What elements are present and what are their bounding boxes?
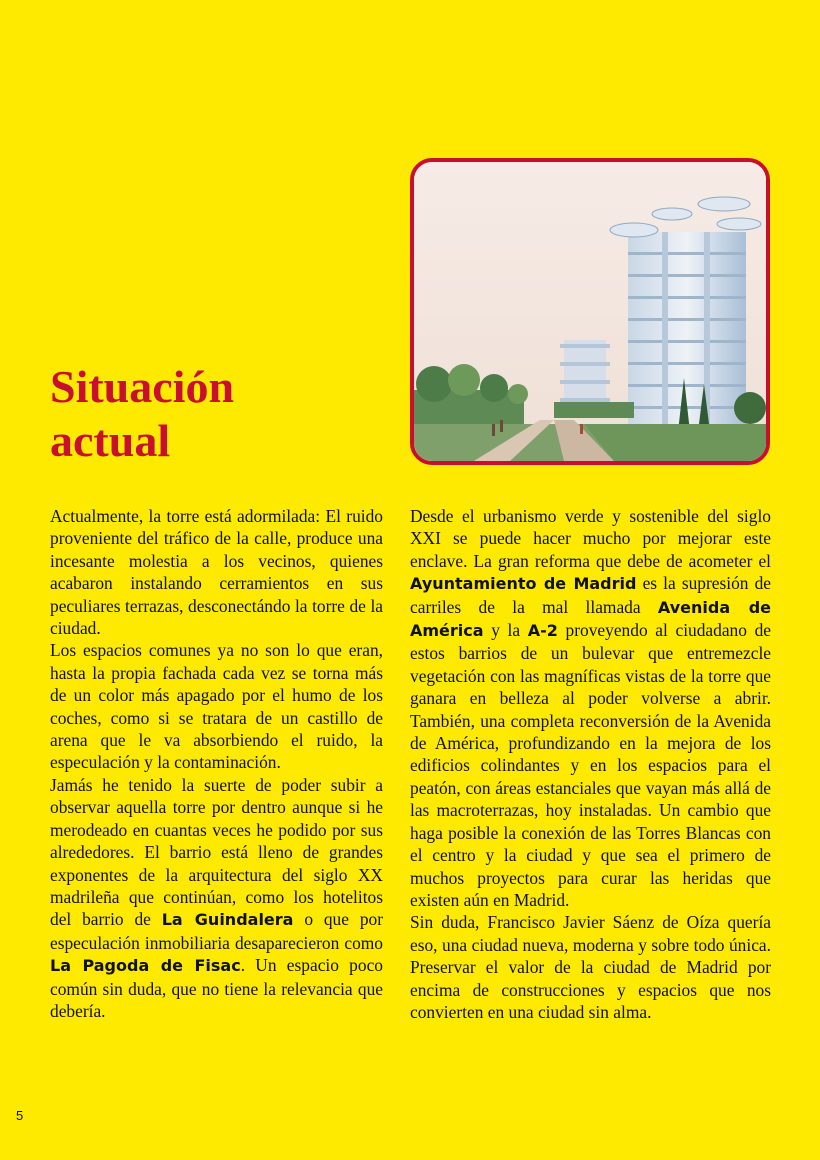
text-span: o que por especulación inmobiliaria desaparecieron como <box>50 909 383 953</box>
highlight-la-guindalera: La Guindalera <box>161 910 294 930</box>
highlight-la-pagoda-de-fisac: La Pagoda de Fisac <box>50 956 241 976</box>
page-title <box>50 360 380 468</box>
right-column-text <box>410 505 771 1023</box>
torres-blancas-illustration <box>410 158 770 465</box>
right-paragraph-1 <box>410 505 771 911</box>
title-line-2: actual <box>50 415 171 466</box>
highlight-avenida-de-america: Avenida de América <box>410 597 771 641</box>
distant-tower <box>560 340 610 412</box>
right-paragraph-2: Sin duda, Francisco Javier Sáenz de Oíza quería eso, una ciudad nueva, moderna y sobre todo única. Preservar el valor de la ciudad de Madrid por encima de construcciones y espacios que nos convierten en una ciudad sin alma. <box>410 912 771 1022</box>
left-paragraph-3 <box>50 774 383 1022</box>
highlight-a2: A-2 <box>527 621 558 641</box>
left-column-text <box>50 505 383 1022</box>
title-line-1: Situación <box>50 361 235 412</box>
left-paragraph-1: Actualmente, la torre está adormilada: El ruido proveniente del tráfico de la calle, produce una incesante molestia a los vecinos, quienes acabaron instalando cerramientos en sus peculiares terrazas, desconectándo la torre de la ciudad. <box>50 506 383 639</box>
text-span: Jamás he tenido la suerte de poder subir a observar aquella torre por dentro aunque si he merodeado en cuantas veces he podido por sus alrededores. El barrio está lleno de grandes exponentes de la arquitectura del siglo XX madrileña que continúan, como los hotelitos del barrio de <box>50 774 383 930</box>
highlight-ayuntamiento-de-madrid: Ayuntamiento de Madrid <box>410 574 637 594</box>
left-paragraph-2: Los espacios comunes ya no son lo que eran, hasta la propia fachada cada vez se torna más de un color más apagado por el humo de los coches, como si se tratara de un castillo de arena que le va absorbiendo el ruido, la especulación y la contaminación. <box>50 640 383 773</box>
text-span: . Un espacio poco común sin duda, que no tiene la relevancia que debería. <box>50 955 383 1021</box>
text-span: proveyendo al ciudadano de estos barrios de un bulevar que entremezcle vegetación con las magníficas vistas de la torre que ganara en belleza al poder volverse a abrir. También, una completa reconversión de la Avenida de América, profundizando en la mejora de los edificios colindantes y en los espacios para el peatón, con áreas estanciales que vayan más allá de las macroterrazas, hoy instaladas. Un cambio que haga posible la conexión de las Torres Blancas con el centro y la ciudad y que sea el primero de muchos proyectos para curar las heridas que existen aún en Madrid. <box>410 620 772 910</box>
text-span: Desde el urbanismo verde y sostenible del siglo XXI se puede hacer mucho por mejorar este enclave. La gran reforma que debe de acometer el <box>410 506 771 571</box>
text-span: y la <box>483 620 528 641</box>
illustration-drawing <box>414 162 766 461</box>
text-span: es la supresión de carriles de la mal llamada <box>410 573 771 617</box>
page-number: 5 <box>16 1108 24 1123</box>
